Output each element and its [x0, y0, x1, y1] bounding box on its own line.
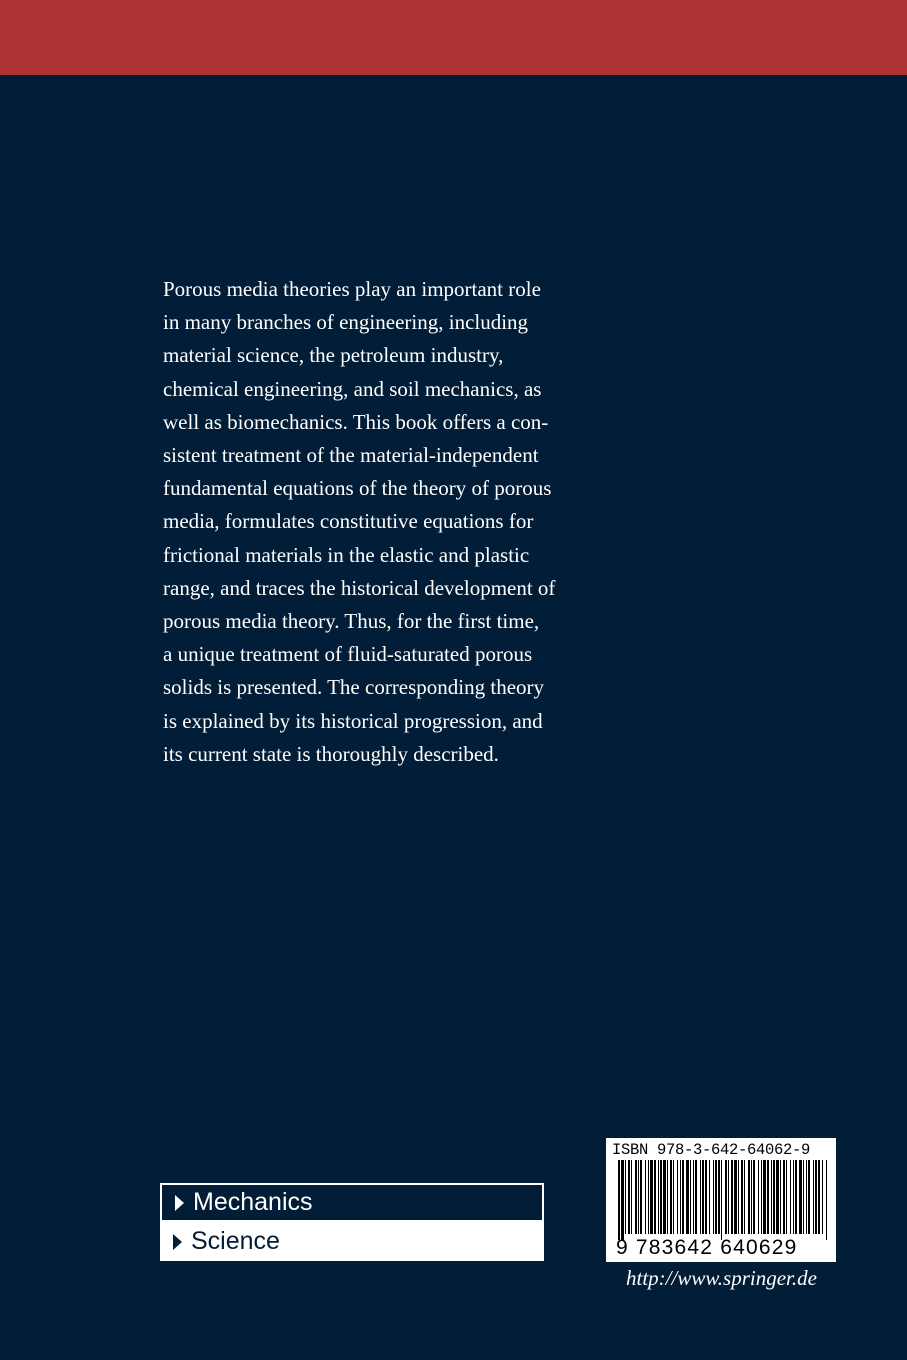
barcode-bar — [621, 1160, 624, 1240]
barcode-bar — [721, 1160, 722, 1240]
barcode-bar — [645, 1160, 646, 1234]
barcode-bar — [790, 1160, 791, 1234]
barcode-bar — [713, 1160, 714, 1234]
barcode-bar — [773, 1160, 775, 1234]
barcode-bar — [783, 1160, 785, 1234]
barcode-bar — [718, 1160, 720, 1234]
barcode-bar — [763, 1160, 766, 1234]
barcode-bar — [635, 1160, 637, 1234]
barcode-bar — [654, 1160, 656, 1234]
barcode-bar — [815, 1160, 817, 1234]
barcode-bar — [786, 1160, 787, 1234]
barcode-bar — [682, 1160, 684, 1234]
barcode-bar — [771, 1160, 772, 1234]
subject-label: Science — [191, 1227, 280, 1255]
barcode-bar — [648, 1160, 649, 1234]
barcode-bar — [799, 1160, 802, 1234]
cover-blurb: Porous media theories play an important role in many branches of engineering, including material science, the petroleum industry, chemical engineering, and soil mechanics, as well as biomechanics. This book offers a con- sistent treatment of the material-independent fundamental equations of the theory of porous media, formulates constitutive equations for frictional materials in the elastic and plastic range, and traces the historical development of porous media theory. Thus, for the first time, a unique treatment of fluid-saturated porous solids is presented. The corresponding theory is explained by its historical progression, and its current state is thoroughly described. — [163, 277, 556, 766]
barcode-bar — [650, 1160, 653, 1234]
barcode-bar — [680, 1160, 681, 1234]
barcode-bar — [813, 1160, 814, 1234]
barcode-bar — [767, 1160, 769, 1234]
barcode-bar — [725, 1160, 727, 1234]
top-color-band — [0, 0, 907, 75]
barcode-bar — [638, 1160, 639, 1234]
triangle-right-icon — [173, 1234, 182, 1250]
barcode-bar — [751, 1160, 752, 1234]
barcode-bar — [700, 1160, 701, 1234]
barcode-bar — [663, 1160, 666, 1234]
publisher-url[interactable]: http://www.springer.de — [626, 1266, 817, 1290]
barcode-bar — [640, 1160, 642, 1234]
barcode-bar — [686, 1160, 689, 1234]
barcode-bar — [631, 1160, 632, 1234]
barcode-bar — [808, 1160, 810, 1234]
isbn-label: ISBN 978-3-642-64062-9 — [612, 1141, 811, 1159]
barcode-bar — [709, 1160, 710, 1234]
barcode-bar — [625, 1160, 626, 1234]
barcode-bar — [628, 1160, 630, 1234]
barcode-bar — [748, 1160, 750, 1234]
barcode-bar — [715, 1160, 717, 1234]
barcode-bar — [806, 1160, 807, 1234]
barcode-bar — [705, 1160, 707, 1234]
barcode-bar — [731, 1160, 733, 1234]
barcode-bar — [660, 1160, 662, 1234]
subject-category-box — [160, 1183, 544, 1261]
barcode-bar — [702, 1160, 704, 1234]
barcode-bar — [761, 1160, 762, 1234]
barcode-bar — [673, 1160, 674, 1234]
barcode-bar — [803, 1160, 804, 1234]
barcode-bar — [690, 1160, 691, 1234]
barcode-bar — [826, 1160, 827, 1240]
subject-mechanics — [160, 1183, 544, 1222]
barcode-bar — [818, 1160, 820, 1234]
barcode-bar — [822, 1160, 823, 1234]
barcode-bar — [658, 1160, 659, 1234]
subject-label: Mechanics — [193, 1188, 313, 1216]
barcode-bar — [618, 1160, 620, 1240]
barcode-bar — [793, 1160, 794, 1234]
barcode-bar — [670, 1160, 672, 1234]
barcode-bar — [728, 1160, 729, 1234]
barcode-bar — [758, 1160, 759, 1234]
barcode-digits: 9 783642 640629 — [616, 1236, 798, 1259]
subject-science — [160, 1222, 544, 1261]
barcode-bar — [795, 1160, 797, 1234]
barcode-bar — [667, 1160, 668, 1234]
barcode-bar — [753, 1160, 755, 1234]
isbn-barcode — [606, 1138, 836, 1262]
barcode-bar — [693, 1160, 694, 1234]
triangle-right-icon — [175, 1195, 184, 1211]
barcode-bar — [780, 1160, 781, 1234]
barcode-bar — [738, 1160, 739, 1234]
barcode-bar — [776, 1160, 779, 1234]
barcode-bar — [744, 1160, 745, 1234]
barcode-bar — [677, 1160, 678, 1234]
barcode-bar — [741, 1160, 743, 1234]
barcode-bar — [695, 1160, 697, 1234]
barcode-bar — [734, 1160, 737, 1234]
